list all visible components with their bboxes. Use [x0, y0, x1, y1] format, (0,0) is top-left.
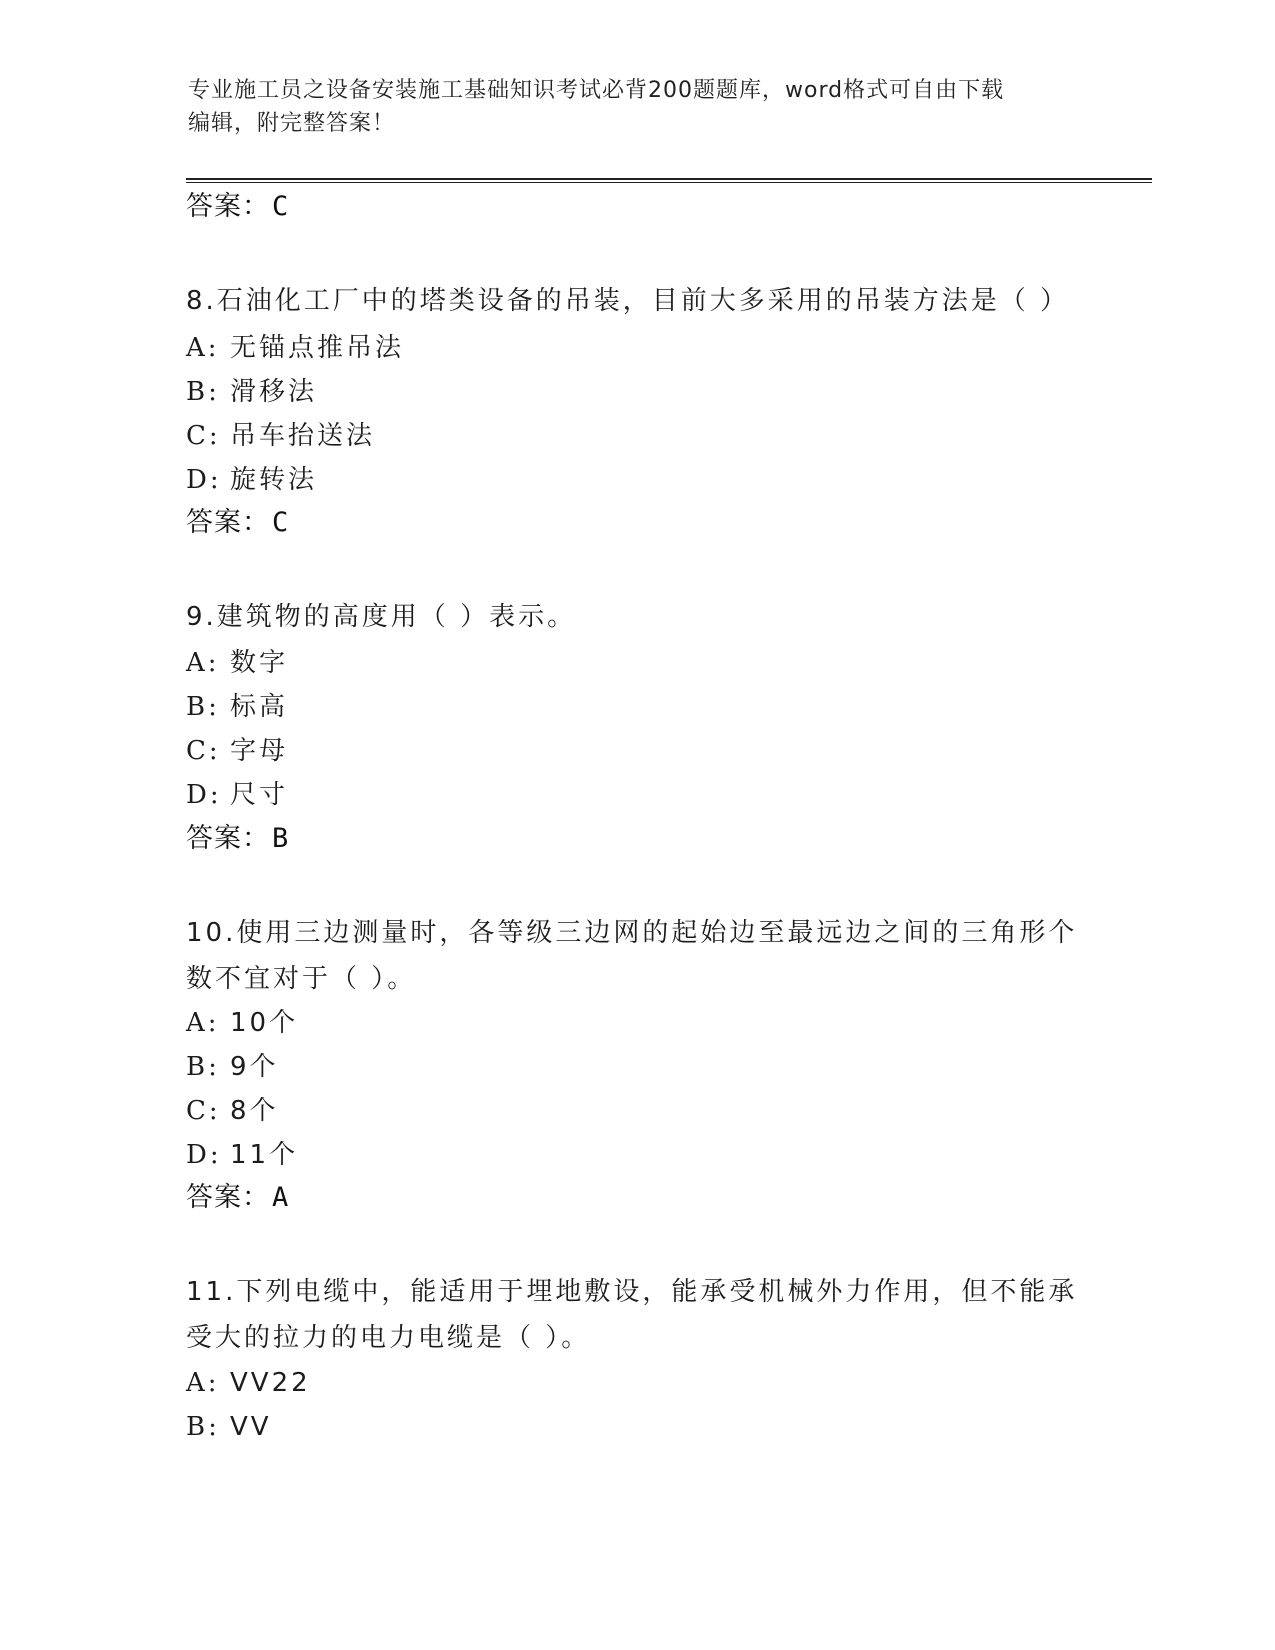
- q8-option-c: [186, 419, 375, 453]
- q10-question-line-2: 数不宜对于（ ）。: [186, 964, 417, 994]
- q9-option-a: [186, 646, 288, 680]
- answer-value: A: [272, 1182, 290, 1213]
- option-text: 10个: [230, 1008, 299, 1038]
- document-header: [188, 74, 1088, 140]
- option-text: VV22: [230, 1368, 311, 1398]
- q9-option-b: [186, 690, 288, 724]
- q7-answer: [186, 190, 289, 224]
- option-text: 数字: [230, 648, 289, 678]
- q8-option-b: [186, 375, 317, 409]
- answer-label: 答案：: [186, 823, 270, 854]
- q8-option-a: [186, 331, 404, 365]
- q8-option-d: [186, 463, 317, 497]
- option-text: 滑移法: [230, 377, 318, 407]
- header-divider: [186, 178, 1152, 180]
- option-key: B:: [186, 1412, 220, 1442]
- q10-question-line-1: 10.使用三边测量时，各等级三边网的起始边至最远边之间的三角形个: [186, 918, 1078, 948]
- option-key: A:: [186, 1008, 220, 1038]
- header-divider-thin: [186, 182, 1152, 183]
- option-key: B:: [186, 1052, 220, 1082]
- answer-value: C: [272, 191, 290, 222]
- option-key: D:: [186, 1140, 222, 1170]
- q8-question: 8.石油化工厂中的塔类设备的吊装，目前大多采用的吊装方法是（ ）: [186, 286, 1070, 316]
- q9-question: 9.建筑物的高度用（ ）表示。: [186, 602, 577, 632]
- q11-option-b: [186, 1410, 272, 1444]
- q11-question-line-2: 受大的拉力的电力电缆是（ ）。: [186, 1323, 591, 1353]
- q10-question: [186, 910, 1086, 1002]
- q8-answer: [186, 506, 289, 540]
- q10-option-a: [186, 1006, 298, 1040]
- option-text: 无锚点推吊法: [230, 333, 405, 363]
- q9-option-d: [186, 778, 288, 812]
- q11-option-a: [186, 1366, 311, 1400]
- q10-option-d: [186, 1138, 298, 1172]
- q9-answer: [186, 822, 289, 856]
- option-text: 旋转法: [230, 465, 318, 495]
- q11-question-line-1: 11.下列电缆中，能适用于埋地敷设，能承受机械外力作用，但不能承: [186, 1277, 1078, 1307]
- answer-value: C: [272, 507, 290, 538]
- option-key: D:: [186, 465, 222, 495]
- option-key: C:: [186, 736, 221, 766]
- q10-answer: [186, 1181, 289, 1215]
- header-line-2: 编辑，附完整答案！: [188, 111, 396, 136]
- answer-label: 答案：: [186, 1182, 270, 1213]
- option-text: VV: [230, 1412, 272, 1442]
- option-text: 11个: [230, 1140, 299, 1170]
- header-line-1: 专业施工员之设备安装施工基础知识考试必背200题题库，word格式可自由下载: [188, 78, 1005, 103]
- option-text: 8个: [230, 1096, 279, 1126]
- option-key: B:: [186, 692, 220, 722]
- option-text: 标高: [230, 692, 289, 722]
- q10-option-b: [186, 1050, 279, 1084]
- q11-question: [186, 1269, 1086, 1361]
- option-key: D:: [186, 780, 222, 810]
- option-text: 吊车抬送法: [230, 421, 376, 451]
- option-text: 尺寸: [230, 780, 289, 810]
- option-key: A:: [186, 1368, 220, 1398]
- option-key: C:: [186, 421, 221, 451]
- option-text: 字母: [230, 736, 289, 766]
- q9-option-c: [186, 734, 288, 768]
- answer-value: B: [272, 823, 290, 854]
- answer-label: 答案：: [186, 191, 270, 222]
- answer-label: 答案：: [186, 507, 270, 538]
- option-key: B:: [186, 377, 220, 407]
- option-text: 9个: [230, 1052, 279, 1082]
- option-key: A:: [186, 648, 220, 678]
- option-key: C:: [186, 1096, 221, 1126]
- option-key: A:: [186, 333, 220, 363]
- q10-option-c: [186, 1094, 279, 1128]
